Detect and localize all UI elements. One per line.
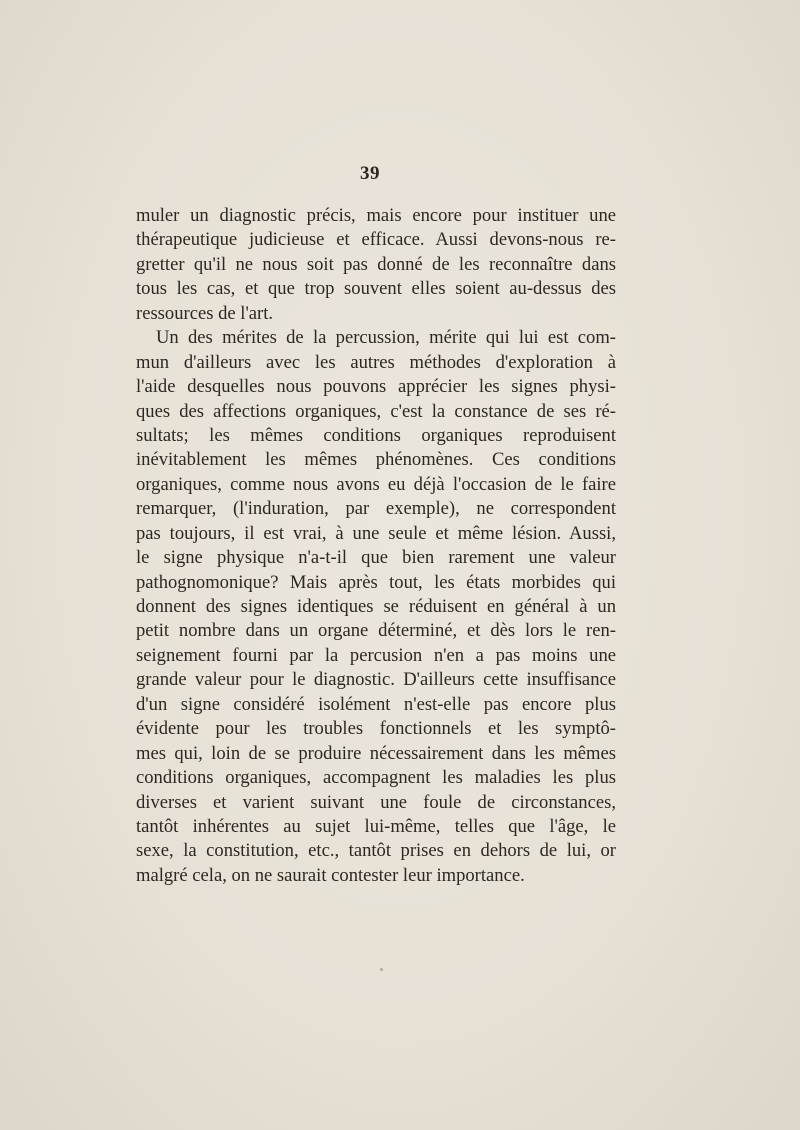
text-line: inévitablement les mêmes phénomènes. Ces conditions — [136, 449, 616, 471]
text-line: conditions organiques, accompagnent les maladies les plus — [136, 767, 616, 789]
paragraph-end-line: malgré cela, on ne saurait contester leur importance. — [136, 864, 525, 886]
paragraph-start-line: Un des mérites de la percussion, mérite qui lui est com- — [156, 327, 616, 349]
text-line: tous les cas, et que trop souvent elles soient au-dessus des — [136, 278, 616, 300]
text-line: tantôt inhérentes au sujet lui-même, telles que l'âge, le — [136, 815, 616, 837]
text-line: thérapeutique judicieuse et efficace. Aussi devons-nous re- — [136, 229, 616, 251]
text-line: d'un signe considéré isolément n'est-elle pas encore plus — [136, 693, 616, 715]
text-line: mun d'ailleurs avec les autres méthodes d'exploration à — [136, 351, 616, 373]
text-line: muler un diagnostic précis, mais encore pour instituer une — [136, 205, 616, 226]
paper-speck — [380, 968, 383, 971]
text-line: diverses et varient suivant une foule de circonstances, — [136, 791, 616, 813]
page-number: 39 — [360, 163, 380, 184]
text-line: gretter qu'il ne nous soit pas donné de les reconnaître dans — [136, 253, 616, 275]
text-line: sexe, la constitution, etc., tantôt prises en dehors de lui, or — [136, 840, 616, 862]
text-line: mes qui, loin de se produire nécessairement dans les mêmes — [136, 742, 616, 764]
text-line: pas toujours, il est vrai, à une seule et même lésion. Aussi, — [136, 522, 616, 544]
text-line: pathognomonique? Mais après tout, les états morbides qui — [136, 571, 616, 593]
text-line: le signe physique n'a-t-il que bien rarement une valeur — [136, 547, 616, 569]
text-line: remarquer, (l'induration, par exemple), ne correspondent — [136, 498, 616, 520]
text-line: grande valeur pour le diagnostic. D'ailleurs cette insuffisance — [136, 669, 616, 691]
paragraph-end-line: ressources de l'art. — [136, 302, 274, 324]
body-text — [136, 204, 616, 888]
text-line: l'aide desquelles nous pouvons apprécier les signes physi- — [136, 376, 616, 398]
text-line: ques des affections organiques, c'est la constance de ses ré- — [136, 400, 616, 422]
text-line: organiques, comme nous avons eu déjà l'occasion de le faire — [136, 473, 616, 495]
text-line: évidente pour les troubles fonctionnels et les symptô- — [136, 718, 616, 740]
text-line: sultats; les mêmes conditions organiques reproduisent — [136, 424, 616, 446]
text-line: donnent des signes identiques se réduisent en général à un — [136, 596, 616, 617]
text-line: seignement fourni par la percusion n'en a pas moins une — [136, 644, 616, 666]
text-line: petit nombre dans un organe déterminé, et dès lors le ren- — [136, 620, 616, 642]
